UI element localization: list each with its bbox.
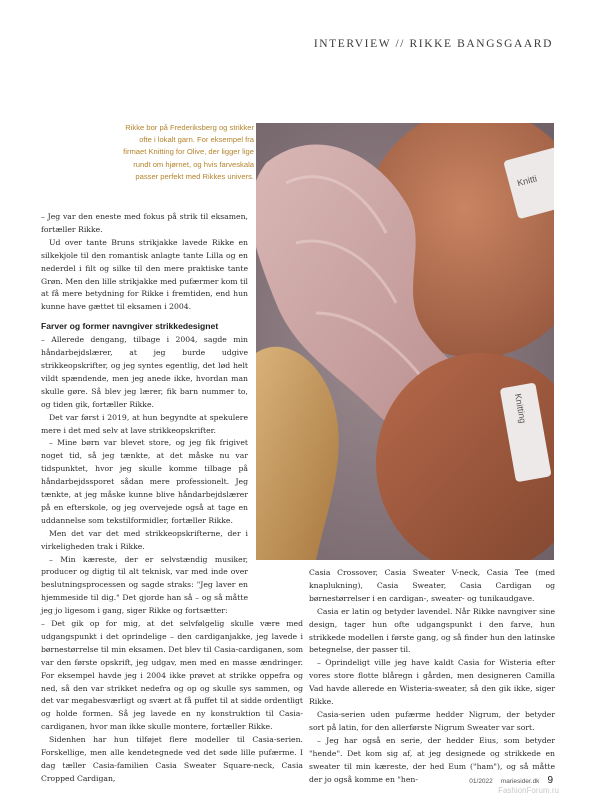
yarn-photo bbox=[256, 123, 554, 560]
right-column bbox=[309, 567, 555, 786]
paragraph: Casia er latin og betyder lavendel. Når Rikke navngiver sine design, tager hun ofte udgangspunkt i den farve, hun strikkede modellen i første gang, og så finder hun den latinske betegnelse, der passer til. bbox=[309, 606, 555, 655]
paragraph: Sidenhen har hun tilføjet flere modeller til Casia-serien. Forskellige, men alle kendetegnede ved det søde lille pufærme. I dag tæller Casia-familien Casia Sweater Square-neck, Casia Cropped Cardigan, bbox=[41, 735, 303, 783]
paragraph: – Oprindeligt ville jeg have kaldt Casia for Wisteria efter vores store flotte blåregn i gården, men designeren Camilla Vad havde allerede en Wisteria-sweater, så den gik ikke, siger Rikke. bbox=[309, 658, 555, 707]
left-column bbox=[41, 211, 248, 618]
paragraph: Casia-serien uden pufærme hedder Nigrum, der betyder sort på latin, for den allerførste Nigrum Sweater var sort. bbox=[309, 709, 555, 732]
page-footer bbox=[469, 775, 553, 786]
paragraph: – Jeg har også en serie, der hedder Eius, som betyder "hende". Det kom sig af, at jeg designede og strikkede en sweater til min kæreste, der hed Eum ("ham"), og så måtte der jo også komme en "hen- bbox=[309, 735, 555, 784]
photo-caption: Rikke bor på Frederiksberg og strikker ofte i lokalt garn. For eksempel fra firmaet Knitting for Olive, der ligger lige rundt om hjørnet, og hvis farveskala passer perfekt med Rikkes univers. bbox=[123, 123, 254, 181]
paragraph: – Det gik op for mig, at det selvfølgelig skulle være med udgangspunkt i det oprindelige – den cardiganjakke, jeg lavede i børnestørrelse til min eksamen. Det blev til Casia-cardiganen, som var den første opskrift, jeg udgav, men med en masse ændringer. For eksempel havde jeg i 2004 ikke prøvet at strikke oppefra og ned, så den var strikket nedefra og op og skulle sys sammen, og det var megabesværligt og svært at få puffet til at sidde ordentligt og holde formen. Så jeg lavede en ny konstruktion til Casia-cardiganen, hvor man ikke skulle montere, fortæller Rikke. bbox=[41, 619, 303, 732]
paragraph: – Mine børn var blevet store, og jeg fik frigivet noget tid, så jeg tænkte, at det måske nu var tidspunktet, hvor jeg skulle komme tilbage på håndarbejdssporet sådan mere professionelt. Jeg tænkte, at jeg måske kunne blive håndarbejdslærer på en efterskole, og jeg overvejede også at tage en uddannelse som tekstilformidler, fortæller Rikke. bbox=[41, 438, 248, 525]
watermark: FashionForum.ru bbox=[498, 786, 559, 795]
svg-text:Knitti: Knitti bbox=[516, 173, 538, 189]
section-header: INTERVIEW // RIKKE BANGSGAARD bbox=[313, 38, 553, 50]
left-lower-column bbox=[41, 618, 303, 786]
paragraph: – Jeg var den eneste med fokus på strik til eksamen, fortæller Rikke. bbox=[41, 212, 248, 234]
issue-number: 01/2022 bbox=[469, 778, 493, 785]
page-number: 9 bbox=[547, 775, 553, 786]
paragraph: Men det var det med strikkeopskrifterne, der i virkeligheden trak i Rikke. bbox=[41, 528, 248, 551]
paragraph: Det var først i 2019, at hun begyndte at spekulere mere i det med selv at lave strikkeopskrifter. bbox=[41, 412, 248, 435]
paragraph: – Allerede dengang, tilbage i 2004, sagde min håndarbejdslærer, at jeg burde udgive strikkeopskrifter, og jeg syntes egentlig, det lød helt vildt spændende, men jeg anede ikke, hvordan man skulle gøre. Så blev jeg lærer, fik barn nummer to, og tiden gik, fortæller Rikke. bbox=[41, 335, 248, 409]
paragraph: Casia Crossover, Casia Sweater V-neck, Casia Tee (med knaplukning), Casia Sweater, Casia Cardigan og børnestørrelser i en cardigan-, sweater- og tunikaudgave. bbox=[309, 568, 555, 603]
paragraph: Ud over tante Bruns strikjakke lavede Rikke en silkekjole til den romantisk anlagte tante Lilla og en nederdel i filt og silke til den mere praktiske tante Grøn. Men den lille strikjakke med pufærmer kom til at få mere betydning for Rikke i fremtiden, end hun kunne have gættet til eksamen i 2004. bbox=[41, 237, 248, 312]
svg-text:Knitting: Knitting bbox=[512, 392, 528, 425]
paragraph: – Min kæreste, der er selvstændig musiker, producer og digtig til alt teknisk, var med inde over beslutningsprocessen og sagde straks: "Jeg laver en hjemmeside til dig." Det gjorde han så – og så måtte jeg jo ligesom i gang, siger Rikke og fortsætter: bbox=[41, 554, 248, 616]
section-heading: Farver og former navngiver strikkedesignet bbox=[41, 321, 219, 332]
site-name: mariesider.dk bbox=[500, 778, 540, 785]
